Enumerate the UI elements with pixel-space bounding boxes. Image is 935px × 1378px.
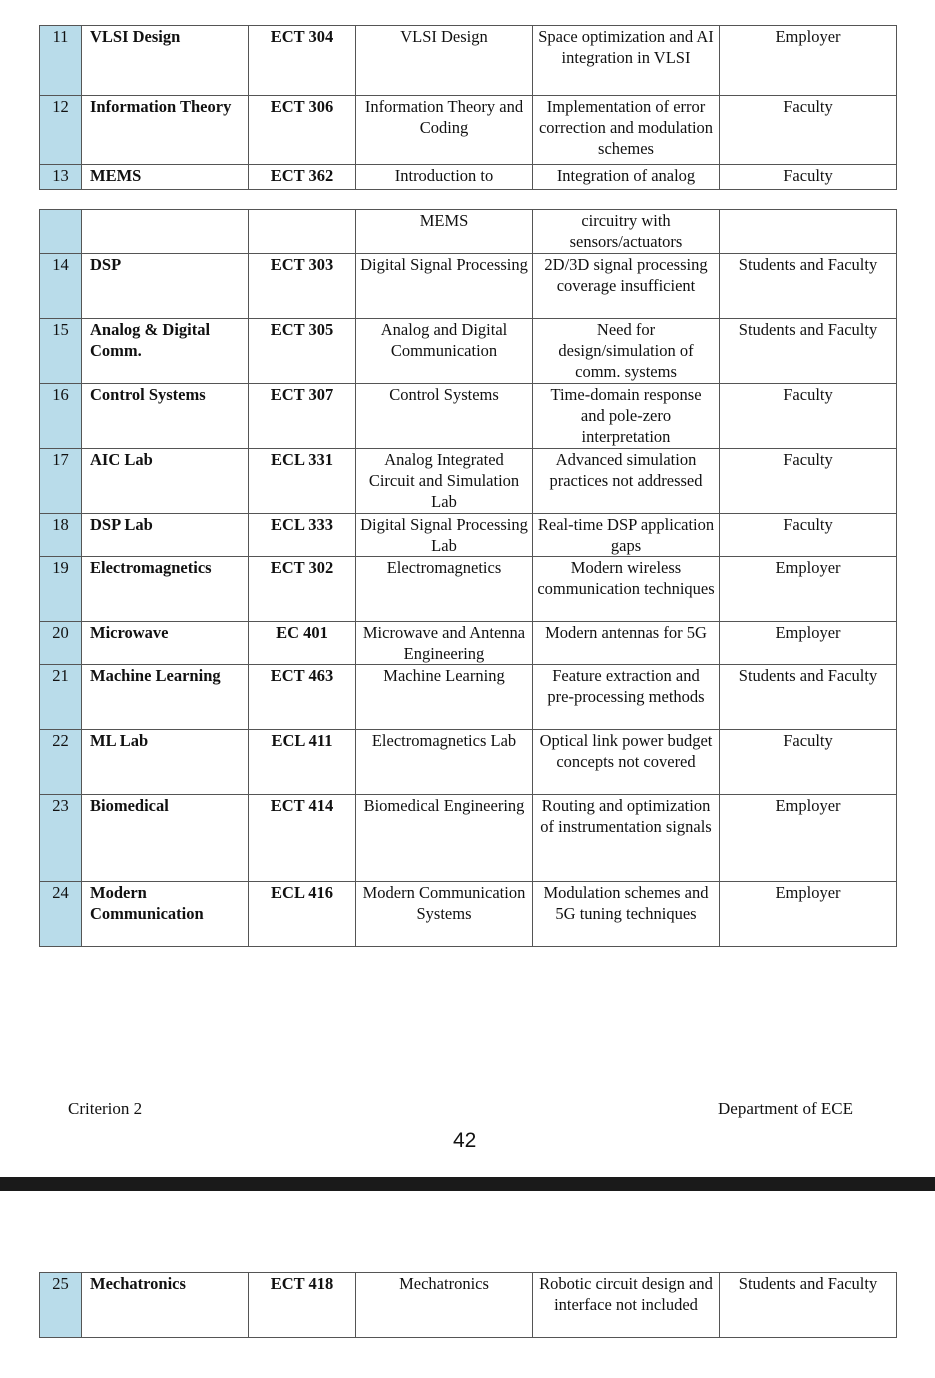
- table-row: [40, 1273, 897, 1338]
- serial-number-cell: 13: [40, 165, 82, 190]
- feedback-source-cell: Faculty: [720, 449, 897, 514]
- identified-gap-cell: Feature extraction and pre-processing methods: [533, 665, 720, 730]
- serial-number-cell: [40, 210, 82, 254]
- curriculum-gap-table-part-3: [39, 1272, 897, 1338]
- subject-cell: Microwave: [82, 622, 249, 665]
- course-code-cell: ECT 303: [249, 254, 356, 319]
- serial-number-cell: 11: [40, 26, 82, 96]
- table-row: [40, 730, 897, 795]
- feedback-source-cell: Students and Faculty: [720, 254, 897, 319]
- page-number: 42: [453, 1129, 477, 1152]
- table-row: [40, 165, 897, 190]
- course-name-cell: Modern Communication Systems: [356, 882, 533, 947]
- table-row: [40, 319, 897, 384]
- identified-gap-cell: Space optimization and AI integration in VLSI: [533, 26, 720, 96]
- course-code-cell: ECT 414: [249, 795, 356, 882]
- course-name-cell: Introduction to: [356, 165, 533, 190]
- table-body: [40, 210, 897, 947]
- identified-gap-cell: Routing and optimization of instrumentation signals: [533, 795, 720, 882]
- serial-number-cell: 24: [40, 882, 82, 947]
- subject-cell: AIC Lab: [82, 449, 249, 514]
- course-code-cell: ECL 411: [249, 730, 356, 795]
- serial-number-cell: 17: [40, 449, 82, 514]
- identified-gap-cell: Implementation of error correction and modulation schemes: [533, 96, 720, 165]
- course-code-cell: ECT 463: [249, 665, 356, 730]
- serial-number-cell: 23: [40, 795, 82, 882]
- subject-cell: ML Lab: [82, 730, 249, 795]
- subject-cell: DSP Lab: [82, 514, 249, 557]
- course-code-cell: ECL 333: [249, 514, 356, 557]
- course-code-cell: ECT 302: [249, 557, 356, 622]
- identified-gap-cell: Optical link power budget concepts not covered: [533, 730, 720, 795]
- identified-gap-cell: Modulation schemes and 5G tuning techniques: [533, 882, 720, 947]
- course-name-cell: Control Systems: [356, 384, 533, 449]
- table-row: [40, 96, 897, 165]
- course-code-cell: ECT 305: [249, 319, 356, 384]
- course-name-cell: Analog Integrated Circuit and Simulation Lab: [356, 449, 533, 514]
- table-body: [40, 1273, 897, 1338]
- page-separator: [0, 1177, 935, 1191]
- table-row: [40, 665, 897, 730]
- identified-gap-cell: Integration of analog: [533, 165, 720, 190]
- identified-gap-cell: Time-domain response and pole-zero interpretation: [533, 384, 720, 449]
- footer-criterion: Criterion 2: [68, 1099, 143, 1118]
- serial-number-cell: 14: [40, 254, 82, 319]
- course-name-cell: Information Theory and Coding: [356, 96, 533, 165]
- feedback-source-cell: Faculty: [720, 165, 897, 190]
- feedback-source-cell: [720, 210, 897, 254]
- serial-number-cell: 25: [40, 1273, 82, 1338]
- course-name-cell: Electromagnetics: [356, 557, 533, 622]
- subject-cell: Information Theory: [82, 96, 249, 165]
- serial-number-cell: 16: [40, 384, 82, 449]
- feedback-source-cell: Faculty: [720, 730, 897, 795]
- serial-number-cell: 21: [40, 665, 82, 730]
- feedback-source-cell: Faculty: [720, 384, 897, 449]
- course-code-cell: ECT 306: [249, 96, 356, 165]
- serial-number-cell: 22: [40, 730, 82, 795]
- subject-cell: [82, 210, 249, 254]
- course-name-cell: VLSI Design: [356, 26, 533, 96]
- table-row: [40, 514, 897, 557]
- curriculum-gap-table-part-2: [39, 209, 897, 947]
- feedback-source-cell: Faculty: [720, 514, 897, 557]
- serial-number-cell: 15: [40, 319, 82, 384]
- course-name-cell: Mechatronics: [356, 1273, 533, 1338]
- subject-cell: Machine Learning: [82, 665, 249, 730]
- table-row: [40, 26, 897, 96]
- identified-gap-cell: Real-time DSP application gaps: [533, 514, 720, 557]
- serial-number-cell: 12: [40, 96, 82, 165]
- course-code-cell: [249, 210, 356, 254]
- curriculum-gap-table-part-1: [39, 25, 897, 190]
- table-row: [40, 384, 897, 449]
- subject-cell: Biomedical: [82, 795, 249, 882]
- table-row: [40, 254, 897, 319]
- identified-gap-cell: 2D/3D signal processing coverage insufficient: [533, 254, 720, 319]
- identified-gap-cell: Need for design/simulation of comm. systems: [533, 319, 720, 384]
- feedback-source-cell: Employer: [720, 882, 897, 947]
- serial-number-cell: 20: [40, 622, 82, 665]
- feedback-source-cell: Employer: [720, 557, 897, 622]
- table-row: [40, 449, 897, 514]
- identified-gap-cell: Modern antennas for 5G: [533, 622, 720, 665]
- subject-cell: Modern Communication: [82, 882, 249, 947]
- feedback-source-cell: Faculty: [720, 96, 897, 165]
- subject-cell: Electromagnetics: [82, 557, 249, 622]
- course-name-cell: Analog and Digital Communication: [356, 319, 533, 384]
- course-code-cell: ECT 418: [249, 1273, 356, 1338]
- identified-gap-cell: Robotic circuit design and interface not included: [533, 1273, 720, 1338]
- course-name-cell: Microwave and Antenna Engineering: [356, 622, 533, 665]
- identified-gap-cell: Advanced simulation practices not addressed: [533, 449, 720, 514]
- table-row: [40, 622, 897, 665]
- subject-cell: MEMS: [82, 165, 249, 190]
- serial-number-cell: 18: [40, 514, 82, 557]
- feedback-source-cell: Employer: [720, 622, 897, 665]
- feedback-source-cell: Employer: [720, 795, 897, 882]
- feedback-source-cell: Students and Faculty: [720, 665, 897, 730]
- course-name-cell: Digital Signal Processing: [356, 254, 533, 319]
- subject-cell: Control Systems: [82, 384, 249, 449]
- table-row: [40, 557, 897, 622]
- course-code-cell: EC 401: [249, 622, 356, 665]
- feedback-source-cell: Students and Faculty: [720, 1273, 897, 1338]
- table-row: [40, 210, 897, 254]
- subject-cell: Analog & Digital Comm.: [82, 319, 249, 384]
- serial-number-cell: 19: [40, 557, 82, 622]
- footer-department: Department of ECE: [718, 1099, 854, 1118]
- course-code-cell: ECL 331: [249, 449, 356, 514]
- table-body: [40, 26, 897, 190]
- feedback-source-cell: Students and Faculty: [720, 319, 897, 384]
- course-name-cell: Biomedical Engineering: [356, 795, 533, 882]
- identified-gap-cell: circuitry with sensors/actuators: [533, 210, 720, 254]
- course-code-cell: ECT 362: [249, 165, 356, 190]
- identified-gap-cell: Modern wireless communication techniques: [533, 557, 720, 622]
- table-row: [40, 882, 897, 947]
- course-name-cell: MEMS: [356, 210, 533, 254]
- course-name-cell: Electromagnetics Lab: [356, 730, 533, 795]
- subject-cell: DSP: [82, 254, 249, 319]
- table-row: [40, 795, 897, 882]
- course-name-cell: Machine Learning: [356, 665, 533, 730]
- feedback-source-cell: Employer: [720, 26, 897, 96]
- course-code-cell: ECT 304: [249, 26, 356, 96]
- course-code-cell: ECL 416: [249, 882, 356, 947]
- subject-cell: VLSI Design: [82, 26, 249, 96]
- subject-cell: Mechatronics: [82, 1273, 249, 1338]
- course-name-cell: Digital Signal Processing Lab: [356, 514, 533, 557]
- course-code-cell: ECT 307: [249, 384, 356, 449]
